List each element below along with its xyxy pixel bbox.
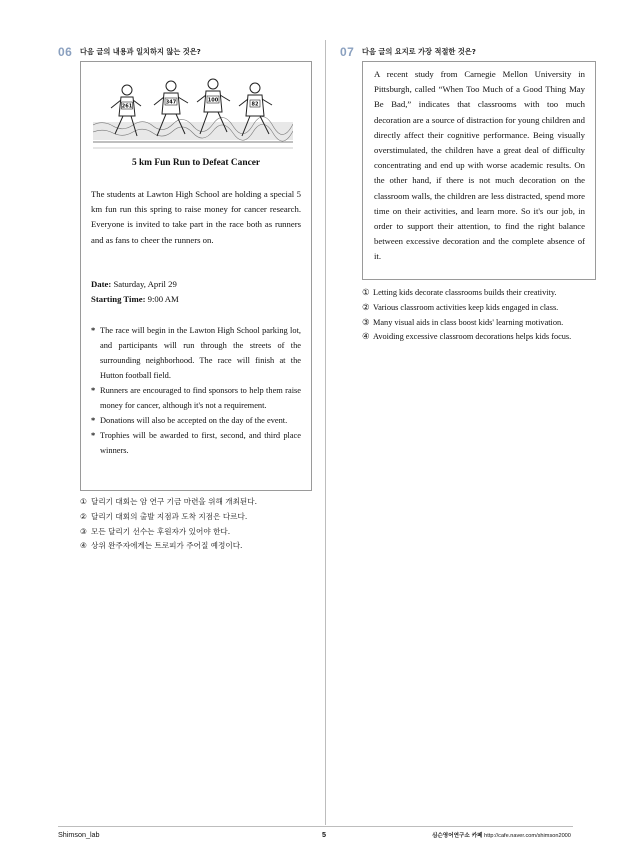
choice-3[interactable]: ③ Many visual aids in class boost kids' learning motivation.	[362, 317, 564, 327]
list-item: * Donations will also be accepted on the day of the event.	[91, 413, 301, 428]
date-value: Saturday, April 29	[113, 279, 177, 289]
footer-cafe-name: 심슨영어연구소 카페	[432, 833, 483, 839]
q07-passage-box	[362, 61, 596, 280]
q06-choices	[80, 495, 312, 554]
event-date	[91, 277, 177, 291]
event-starting-time	[91, 292, 179, 306]
footer-brand: Shimson_lab	[58, 830, 100, 839]
question-07-prompt: 다음 글의 요지로 가장 적절한 것은?	[362, 47, 476, 56]
date-label: Date:	[91, 279, 112, 289]
choice-4[interactable]: ④ 상위 완주자에게는 트로피가 주어질 예정이다.	[80, 541, 243, 551]
question-07-number: 07	[340, 45, 355, 59]
bib-number: 100	[207, 97, 219, 104]
choice-2[interactable]: ② 달리기 대회의 출발 지점과 도착 지점은 다르다.	[80, 511, 248, 521]
q06-notice-box	[80, 61, 312, 491]
choice-2[interactable]: ② Various classroom activities keep kids engaged in class.	[362, 302, 559, 312]
list-item: * The race will begin in the Lawton High School parking lot, and participants will run through the streets of the surrounding neighborhood. The race will finish at the Hutton football field.	[91, 323, 301, 383]
choice-1[interactable]: ① 달리기 대회는 암 연구 기금 마련을 위해 개최된다.	[80, 497, 258, 506]
list-item: * Runners are encouraged to find sponsors to help them raise money for cancer, although it's not a requirement.	[91, 383, 301, 413]
column-divider	[325, 40, 326, 825]
question-06-number: 06	[58, 45, 73, 59]
page-number: 5	[322, 830, 326, 839]
footer-url: http://cafe.naver.com/shimson2000	[484, 833, 571, 839]
choice-1[interactable]: ① Letting kids decorate classrooms builds their creativity.	[362, 288, 557, 297]
footer-divider	[58, 826, 573, 827]
time-value: 9:00 AM	[147, 294, 179, 304]
runners-illustration	[93, 70, 293, 152]
question-06-prompt: 다음 글의 내용과 일치하지 않는 것은?	[80, 47, 201, 56]
list-item: * Trophies will be awarded to first, second, and third place winners.	[91, 428, 301, 458]
event-intro: The students at Lawton High School are holding a special 5 km fun run this spring to raise money for cancer research. Everyone is invited to take part in the race both as runners and as fans to cheer the runners on.	[91, 189, 301, 245]
event-details-list	[91, 323, 301, 458]
bib-number: 82	[251, 101, 259, 108]
time-label: Starting Time:	[91, 294, 146, 304]
event-title: 5 km Fun Run to Defeat Cancer	[131, 158, 261, 168]
bib-number: 347	[165, 99, 177, 106]
choice-4[interactable]: ④ Avoiding excessive classroom decorations helps kids focus.	[362, 332, 572, 342]
q07-passage: A recent study from Carnegie Mellon University in Pittsburgh, called “When Too Much of a Good Thing May Be Bad,” indicates that classrooms with too much decoration are a source of distraction for young children and directly affect their cognitive performance. Being visually overstimulated, the children have a great deal of difficulty concentrating and end up with worse academic results. On the other hand, if there is not much decoration on the classroom walls, the children are less distracted, spend more time on their activities, and learn more. So it's our job, in order to support their attention, to find the right balance between excessive decoration and the complete absence of it.	[374, 69, 585, 262]
footer-link[interactable]	[432, 831, 571, 839]
q07-choices	[362, 286, 598, 345]
choice-3[interactable]: ③ 모든 달리기 선수는 후원자가 있어야 한다.	[80, 526, 231, 536]
bib-number: 261	[121, 103, 133, 110]
